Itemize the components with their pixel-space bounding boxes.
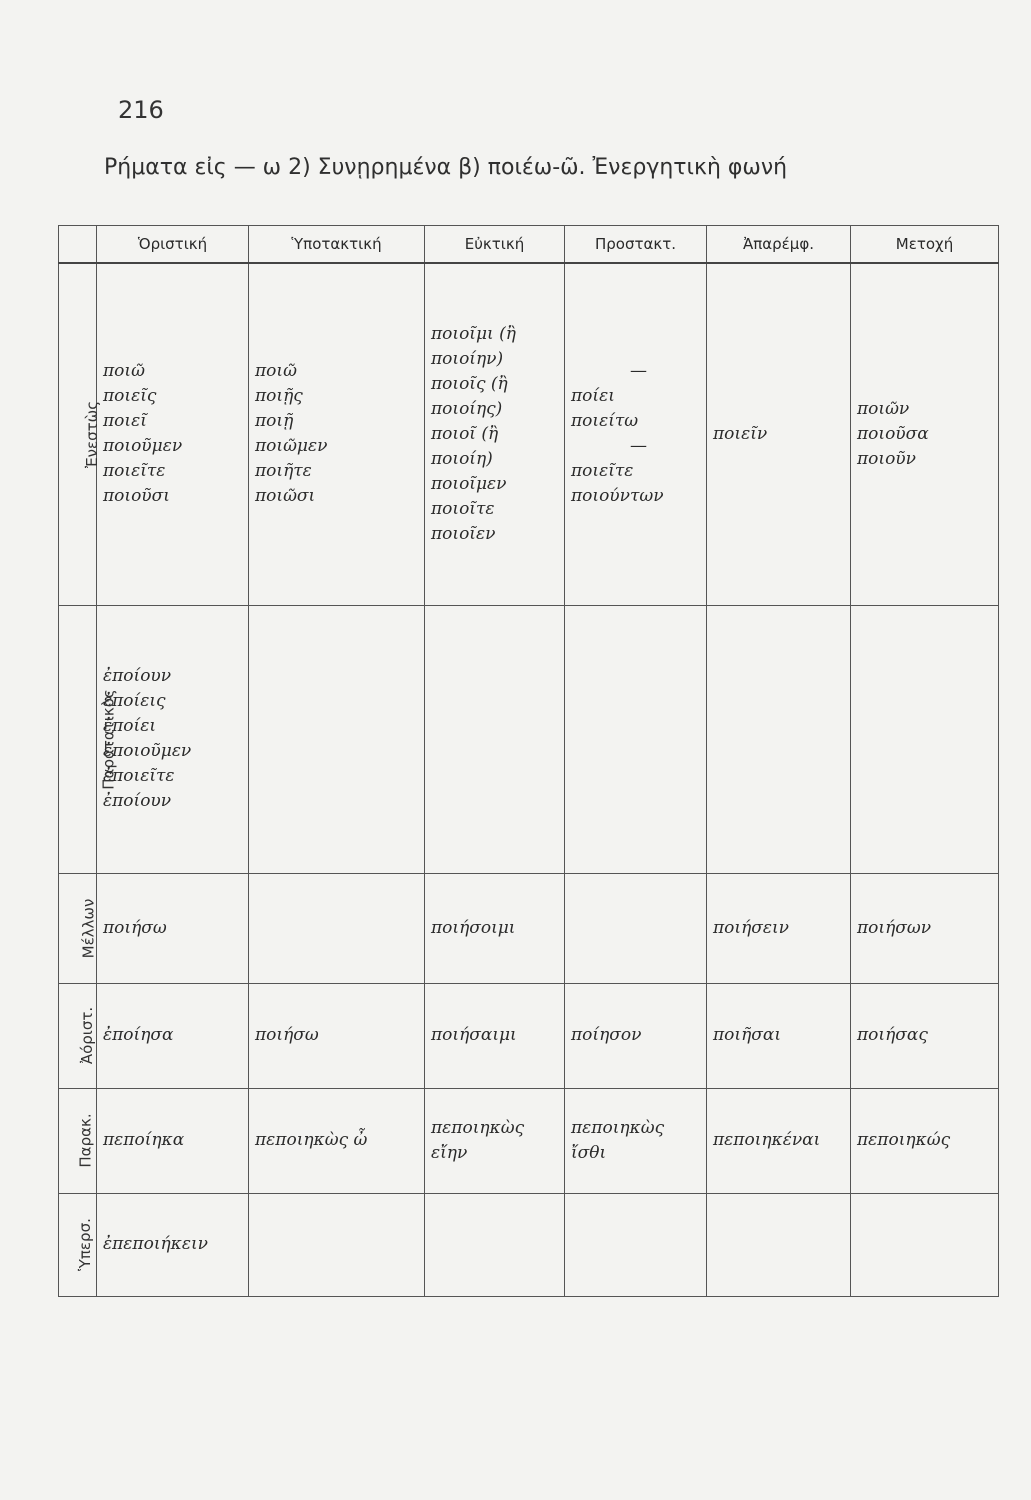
cell-prostaktiki (565, 263, 707, 605)
verb-form: ποιείτω (571, 411, 639, 432)
verb-form: ἐποίουν (103, 791, 172, 812)
header-corner (59, 226, 97, 264)
cell-euktiki (425, 1088, 565, 1193)
table-row (59, 873, 999, 983)
cell-ypotaktiki (249, 263, 425, 605)
header-aparemfato: Ἀπαρέμφ. (707, 226, 851, 264)
cell-metochi (851, 1193, 999, 1296)
header-oristiki: Ὁριστική (97, 226, 249, 264)
verb-form: ποίησον (571, 1025, 642, 1046)
tense-label (59, 1088, 97, 1193)
verb-form: ποιοῖς (ἢ (431, 373, 508, 394)
cell-prostaktiki (565, 1088, 707, 1193)
tense-label-text: Ὑπερσ. (75, 1218, 94, 1272)
verb-form: ποιοίην) (431, 348, 504, 369)
tense-label (59, 605, 118, 873)
cell-oristiki (97, 1088, 249, 1193)
cell-aparemfato (707, 873, 851, 983)
tense-label (59, 1193, 97, 1296)
table-row (59, 605, 999, 873)
verb-form: ἐποιεῖτε (103, 766, 175, 787)
cell-metochi (851, 263, 999, 605)
cell-ypotaktiki (249, 873, 425, 983)
verb-form: ποιοῖμεν (431, 473, 507, 494)
page-number: 216 (118, 96, 164, 124)
verb-form: πεποίηκα (103, 1130, 185, 1151)
cell-metochi (851, 1088, 999, 1193)
cell-euktiki (425, 983, 565, 1088)
verb-form: ποιοῖτε (431, 498, 495, 519)
cell-ypotaktiki (249, 1193, 425, 1296)
verb-form: ποιοῦν (857, 448, 916, 469)
verb-form: ποιήσων (857, 917, 932, 938)
table-row (59, 983, 999, 1088)
cell-metochi (851, 605, 999, 873)
verb-form: πεποιηκὼς (571, 1117, 665, 1138)
verb-form: ἐποίησα (103, 1025, 174, 1046)
table-row (59, 263, 999, 605)
verb-form: ἐπεποιήκειν (103, 1234, 208, 1255)
verb-form: ποιεῖ (103, 411, 147, 432)
verb-form: ποιοίη) (431, 448, 493, 469)
verb-form: ποιῇς (255, 386, 303, 407)
verb-form: ποιεῖν (713, 423, 768, 444)
cell-oristiki (97, 1193, 249, 1296)
verb-form: ποιήσας (857, 1025, 928, 1046)
verb-form: ποιῶν (857, 398, 910, 419)
tense-label-text: Ἐνεστὼς (83, 400, 102, 468)
verb-form: ποιεῖτε (103, 461, 166, 482)
cell-ypotaktiki (249, 983, 425, 1088)
verb-form: ποιῆτε (255, 461, 312, 482)
verb-form: — (630, 436, 647, 457)
tense-label-text: Μέλλων (79, 898, 98, 959)
tense-label (59, 983, 97, 1088)
cell-metochi (851, 983, 999, 1088)
header-euktiki: Εὐκτική (425, 226, 565, 264)
cell-prostaktiki (565, 873, 707, 983)
verb-form: ποιεῖτε (571, 461, 634, 482)
cell-oristiki (97, 873, 249, 983)
verb-form: ποιοίης) (431, 398, 503, 419)
verb-form: ποίει (571, 386, 615, 407)
verb-form: πεποιηκὼς ὦ (255, 1130, 368, 1151)
verb-form: ἴσθι (571, 1142, 607, 1163)
verb-form: ποιήσειν (713, 917, 789, 938)
cell-prostaktiki (565, 1193, 707, 1296)
verb-form: ποιῶμεν (255, 436, 328, 457)
verb-form: ποιήσω (103, 917, 167, 938)
verb-form: ποιοῖμι (ἢ (431, 323, 516, 344)
cell-oristiki (97, 263, 249, 605)
verb-form: ποιήσοιμι (431, 917, 516, 938)
verb-form: ποιῶ (255, 361, 297, 382)
tense-label-text: Παρακ. (76, 1113, 95, 1168)
verb-form: ποιεῖς (103, 386, 157, 407)
verb-form: ποιήσω (255, 1025, 319, 1046)
verb-form: εἴην (431, 1142, 468, 1163)
cell-ypotaktiki (249, 1088, 425, 1193)
header-metochi: Μετοχή (851, 226, 999, 264)
cell-aparemfato (707, 605, 851, 873)
verb-form: ἐποίει (103, 716, 156, 737)
cell-oristiki (97, 983, 249, 1088)
cell-aparemfato (707, 1088, 851, 1193)
header-row (59, 226, 999, 264)
page-title: Ρήματα εἰς — ω 2) Συνῃρημένα β) ποιέω-ῶ. Ἐνεργητικὴ φωνή (104, 155, 788, 180)
cell-aparemfato (707, 983, 851, 1088)
header-ypotaktiki: Ὑποτακτική (249, 226, 425, 264)
verb-form: ποιῶσι (255, 486, 316, 507)
verb-form: ποιοῦσι (103, 486, 170, 507)
table-row (59, 1088, 999, 1193)
verb-form: ἐποίεις (103, 691, 166, 712)
verb-form: ἐποίουν (103, 666, 172, 687)
verb-form: ποιούντων (571, 486, 664, 507)
verb-form: πεποιηκὼς (431, 1117, 525, 1138)
verb-form: πεποιηκώς (857, 1130, 951, 1151)
cell-aparemfato (707, 1193, 851, 1296)
cell-euktiki (425, 263, 565, 605)
tense-label-text: Ἀόριστ. (78, 1007, 97, 1065)
verb-form: ποιήσαιμι (431, 1025, 517, 1046)
tense-label (59, 263, 102, 605)
cell-ypotaktiki (249, 605, 425, 873)
cell-prostaktiki (565, 605, 707, 873)
cell-euktiki (425, 605, 565, 873)
conjugation-table (58, 225, 999, 1297)
verb-form: πεποιηκέναι (713, 1130, 821, 1151)
verb-form: ποιοῖεν (431, 523, 496, 544)
tense-label-text: Παρατατικὸς (99, 689, 118, 790)
cell-euktiki (425, 873, 565, 983)
verb-form: ποιοῦσα (857, 423, 929, 444)
cell-aparemfato (707, 263, 851, 605)
tense-label (59, 873, 97, 983)
verb-form: ποιῇ (255, 411, 294, 432)
header-prostaktiki: Προστακτ. (565, 226, 707, 264)
verb-form: ποιῶ (103, 361, 145, 382)
cell-euktiki (425, 1193, 565, 1296)
verb-form: ποιῆσαι (713, 1025, 782, 1046)
cell-metochi (851, 873, 999, 983)
verb-form: ποιοῦμεν (103, 436, 183, 457)
verb-form: ποιοῖ (ἢ (431, 423, 499, 444)
table-row (59, 1193, 999, 1296)
verb-form: ἐποιοῦμεν (103, 741, 192, 762)
cell-prostaktiki (565, 983, 707, 1088)
verb-form: — (630, 361, 647, 382)
